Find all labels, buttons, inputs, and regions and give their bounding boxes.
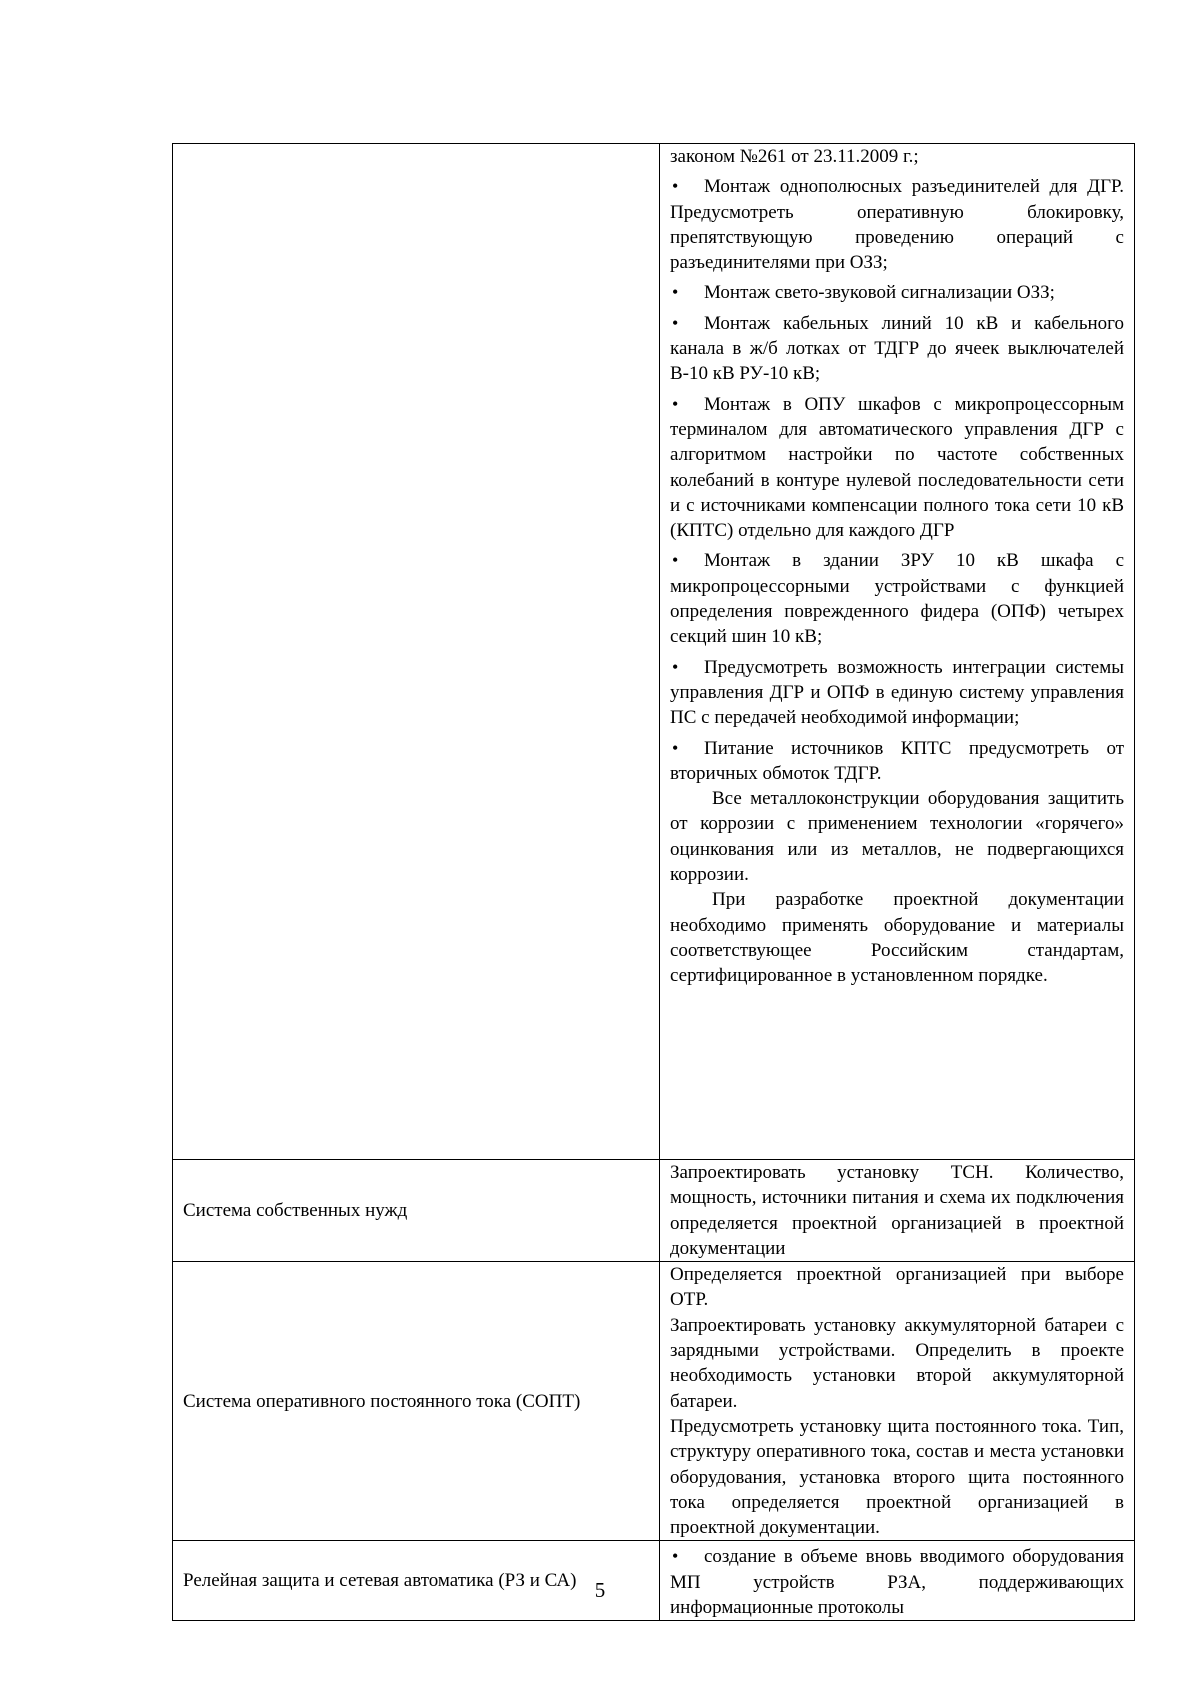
bullet-icon: • bbox=[672, 176, 679, 197]
bullet-icon: • bbox=[672, 312, 679, 333]
bullet-icon: • bbox=[672, 393, 679, 414]
bullet-icon: • bbox=[672, 282, 679, 303]
requirements-table bbox=[172, 143, 1135, 1621]
cell-paragraph: Все металлоконструкции оборудования защитить от коррозии с применением технологии «горячего» оцинкования или из металлов, не подвергающихся коррозии. bbox=[670, 788, 1124, 886]
bullet-item: • Монтаж однополюсных разъединителей для ДГР. Предусмотреть оперативную блокировку, препятствующую проведению операций с разъединителями при ОЗЗ; bbox=[670, 176, 1124, 274]
bullet-item: • создание в объеме вновь вводимого оборудования МП устройств РЗА, поддерживающих информационные протоколы bbox=[670, 1546, 1124, 1619]
row-value-cell bbox=[660, 1262, 1135, 1541]
cell-paragraph: Запроектировать установку аккумуляторной батареи с зарядными устройствами. Определить в проекте необходимость установки второй аккумуляторной батареи. bbox=[670, 1314, 1124, 1412]
row-label-empty bbox=[173, 144, 660, 1160]
cell-paragraph: При разработке проектной документации необходимо применять оборудование и материалы соответствующее Российским стандартам, сертифицированное в установленном порядке. bbox=[670, 889, 1124, 987]
row-label: Система оперативного постоянного тока (СОПТ) bbox=[173, 1262, 660, 1541]
bullet-item: • Питание источников КПТС предусмотреть от вторичных обмоток ТДГР. bbox=[670, 737, 1124, 784]
cell-paragraph: Предусмотреть установку щита постоянного тока. Тип, структуру оперативного тока, состав и места установки оборудования, установка второго щита постоянного тока определяется проектной организацией в проектной документации. bbox=[670, 1415, 1124, 1539]
bullet-item: • Монтаж в здании ЗРУ 10 кВ шкафа с микропроцессорными устройствами с функцией определения поврежденного фидера (ОПФ) четырех секций шин 10 кВ; bbox=[670, 550, 1124, 648]
bullet-icon: • bbox=[672, 656, 679, 677]
row-label: Система собственных нужд bbox=[173, 1160, 660, 1262]
bullet-item: • Монтаж свето-звуковой сигнализации ОЗЗ; bbox=[670, 280, 1124, 305]
page-number: 5 bbox=[594, 1578, 606, 1602]
cell-paragraph: Запроектировать установку ТСН. Количество, мощность, источники питания и схема их подключения определяется проектной организацией в проектной документации bbox=[670, 1162, 1124, 1259]
cell-paragraph: Определяется проектной организацией при выборе ОТР. bbox=[670, 1264, 1124, 1311]
table-row bbox=[173, 1160, 1135, 1262]
row-value-cell bbox=[660, 1160, 1135, 1262]
bullet-item: • Предусмотреть возможность интеграции системы управления ДГР и ОПФ в единую систему управления ПС с передачей необходимой информации; bbox=[670, 656, 1124, 729]
bullet-item: • Монтаж в ОПУ шкафов с микропроцессорным терминалом для автоматического управления ДГР с алгоритмом настройки по частоте собственных колебаний в контуре нулевой последовательности сети и с источниками компенсации полного тока сети 10 кВ (КПТС) отдельно для каждого ДГР bbox=[670, 393, 1124, 542]
bullet-icon: • bbox=[672, 737, 679, 758]
row-value-cell bbox=[660, 144, 1135, 1160]
bullet-icon: • bbox=[672, 550, 679, 571]
table-row bbox=[173, 1262, 1135, 1541]
bullet-icon: • bbox=[672, 1546, 679, 1567]
cell-paragraph: законом №261 от 23.11.2009 г.; bbox=[670, 146, 919, 167]
bullet-item: • Монтаж кабельных линий 10 кВ и кабельного канала в ж/б лотках от ТДГР до ячеек выключателей В-10 кВ РУ-10 кВ; bbox=[670, 312, 1124, 385]
table-row bbox=[173, 144, 1135, 1160]
row-label: Релейная защита и сетевая автоматика (РЗ и СА) bbox=[173, 1541, 660, 1621]
